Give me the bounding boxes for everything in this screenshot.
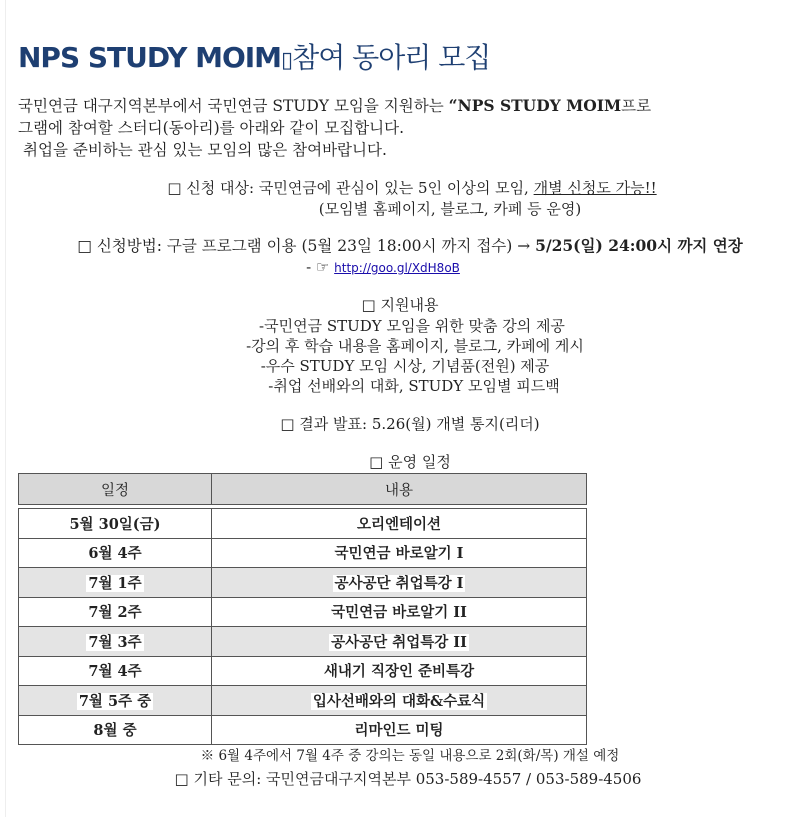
table-row bbox=[19, 538, 587, 568]
method-extension: 5/25(일) 24:00시 까지 연장 bbox=[535, 236, 743, 255]
target-line-2: (모임별 홈페이지, 블로그, 카페 등 운영) bbox=[318, 200, 582, 218]
schedule-content: 새내기 직장인 준비특강 bbox=[212, 656, 587, 686]
support-item-3: -우수 STUDY 모임 시상, 기념품(전원) 제공 bbox=[260, 357, 550, 375]
intro-program-name: “NPS STUDY MOIM bbox=[448, 96, 622, 115]
left-border bbox=[5, 0, 6, 817]
title-en: NPS STUDY MOIM bbox=[18, 41, 282, 74]
schedule-date: 7월 2주 bbox=[19, 597, 212, 627]
title-separator: ▯ bbox=[281, 48, 293, 73]
table-row bbox=[19, 568, 587, 598]
schedule-content-text: 공사공단 취업특강 I bbox=[334, 574, 464, 592]
table-row bbox=[19, 509, 587, 539]
schedule-note: ※ 6월 4주에서 7월 4주 중 강의는 동일 내용으로 2회(화/목) 개설 예정 bbox=[200, 748, 620, 764]
page-title bbox=[18, 36, 490, 76]
schedule-table bbox=[18, 473, 587, 745]
target-individual-note: 개별 신청도 가능!! bbox=[533, 179, 657, 197]
schedule-content: 오리엔테이션 bbox=[212, 509, 587, 539]
method-line-2 bbox=[0, 257, 783, 278]
schedule-date-text: 7월 5주 중 bbox=[78, 692, 152, 710]
schedule-date: 6월 4주 bbox=[19, 538, 212, 568]
schedule-content-text: 입사선배와의 대화&수료식 bbox=[312, 692, 486, 710]
target-text: □ 신청 대상: 국민연금에 관심이 있는 5인 이상의 모임, bbox=[167, 179, 534, 197]
schedule-date-text: 7월 3주 bbox=[88, 633, 142, 651]
target-line-1 bbox=[12, 178, 808, 198]
method-text: □ 신청방법: 구글 프로그램 이용 (5월 23일 18:00시 까지 접수) → bbox=[77, 237, 536, 255]
schedule-content: 국민연금 바로알기 II bbox=[212, 597, 587, 627]
schedule-date: 7월 4주 bbox=[19, 656, 212, 686]
intro-line-1-text: 국민연금 대구지역본부에서 국민연금 STUDY 모임을 지원하는 bbox=[18, 97, 449, 115]
table-row bbox=[19, 715, 587, 745]
schedule-date bbox=[19, 568, 212, 598]
contact-info: □ 기타 문의: 국민연금대구지역본부 053-589-4557 / 053-589-4506 bbox=[174, 770, 642, 788]
support-item-2: -강의 후 학습 내용을 홈페이지, 블로그, 카페에 게시 bbox=[246, 337, 584, 355]
table-row bbox=[19, 627, 587, 657]
method-line-1 bbox=[10, 236, 808, 256]
schedule-header-date: 일정 bbox=[19, 474, 212, 505]
title-ko: 참여 동아리 모집 bbox=[292, 41, 491, 74]
support-item-4: -취업 선배와의 대화, STUDY 모임별 피드백 bbox=[268, 377, 560, 395]
schedule-date-text: 7월 1주 bbox=[88, 574, 142, 592]
schedule-heading: □ 운영 일정 bbox=[369, 453, 451, 471]
schedule-date bbox=[19, 627, 212, 657]
intro-paragraph bbox=[18, 95, 808, 161]
schedule-content-text: 공사공단 취업특강 II bbox=[331, 633, 467, 651]
intro-line-1-end: 프로 bbox=[621, 97, 652, 115]
schedule-content bbox=[212, 568, 587, 598]
intro-line-3: 취업을 준비하는 관심 있는 모임의 많은 참여바랍니다. bbox=[23, 141, 387, 159]
application-link[interactable]: http://goo.gl/XdH8oB bbox=[334, 261, 460, 275]
table-row bbox=[19, 686, 587, 716]
schedule-date: 8월 중 bbox=[19, 715, 212, 745]
schedule-content: 리마인드 미팅 bbox=[212, 715, 587, 745]
schedule-date: 5월 30일(금) bbox=[19, 509, 212, 539]
support-item-1: -국민연금 STUDY 모임을 위한 맞춤 강의 제공 bbox=[259, 317, 565, 335]
schedule-header-content: 내용 bbox=[212, 474, 587, 505]
support-heading: □ 지원내용 bbox=[361, 296, 439, 314]
intro-line-1 bbox=[18, 95, 808, 117]
table-row bbox=[19, 597, 587, 627]
intro-line-2: 그램에 참여할 스터디(동아리)를 아래와 같이 모집합니다. bbox=[18, 119, 405, 137]
schedule-content: 국민연금 바로알기 I bbox=[212, 538, 587, 568]
table-row bbox=[19, 656, 587, 686]
schedule-date bbox=[19, 686, 212, 716]
method-pointer: - ☞ bbox=[306, 258, 335, 276]
result-announcement: □ 결과 발표: 5.26(월) 개별 통지(리더) bbox=[280, 415, 540, 433]
schedule-content bbox=[212, 686, 587, 716]
schedule-header-row bbox=[19, 474, 587, 505]
schedule-content bbox=[212, 627, 587, 657]
